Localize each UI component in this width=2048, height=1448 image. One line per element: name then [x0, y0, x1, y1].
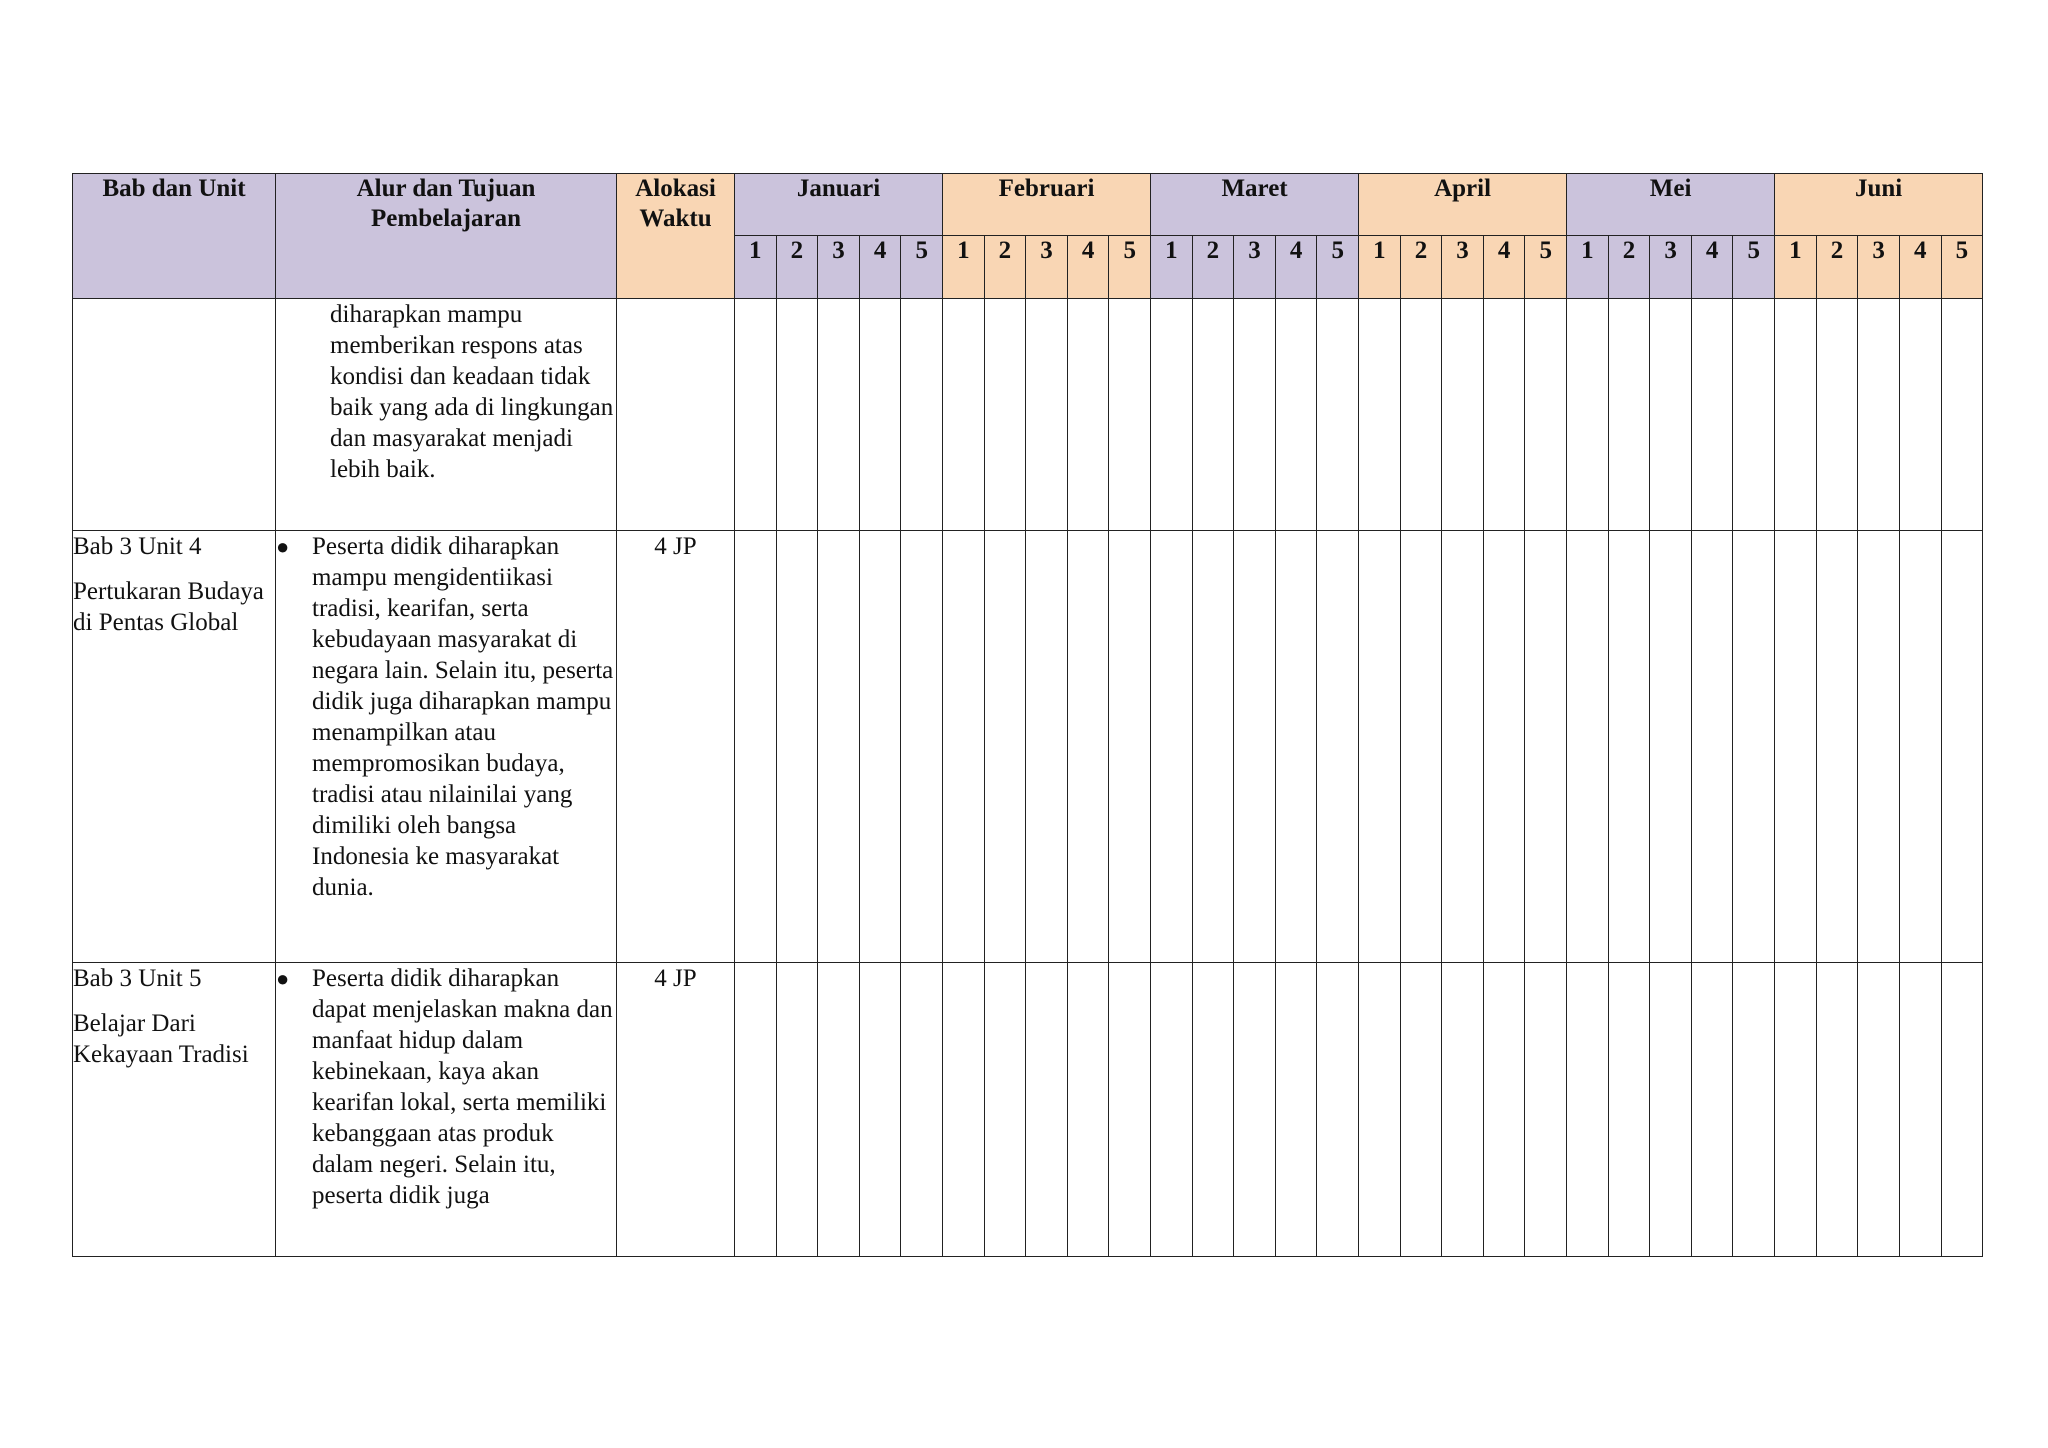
week-cell: [1816, 963, 1858, 1257]
week-cell: [1733, 531, 1775, 963]
week-cell: [1026, 531, 1068, 963]
week-cell: [1442, 963, 1484, 1257]
week-cell: [1650, 299, 1692, 531]
week-cell: [1650, 531, 1692, 963]
week-number: 4: [1691, 236, 1733, 299]
week-number: 2: [776, 236, 818, 299]
week-cell: [818, 531, 860, 963]
week-number: 5: [1941, 236, 1983, 299]
week-cell: [1858, 299, 1900, 531]
week-cell: [1151, 531, 1193, 963]
week-number: 3: [1026, 236, 1068, 299]
week-number: 5: [901, 236, 943, 299]
alokasi-cell: 4 JP: [617, 963, 735, 1257]
bab-cell: [73, 531, 276, 963]
week-cell: [1359, 299, 1401, 531]
alur-cell: [276, 299, 617, 531]
table-row: [73, 963, 1983, 1257]
week-cell: [1608, 299, 1650, 531]
week-cell: [1026, 299, 1068, 531]
week-number: 5: [1733, 236, 1775, 299]
week-cell: [1691, 531, 1733, 963]
week-cell: [1317, 299, 1359, 531]
week-cell: [1317, 963, 1359, 1257]
week-number: 2: [984, 236, 1026, 299]
week-number: 1: [1775, 236, 1817, 299]
alur-text: Peserta didik diharapkan dapat menjelaskan makna dan manfaat hidup dalam kebinekaan, kaya akan kearifan lokal, serta memiliki kebanggaan atas produk dalam negeri. Selain itu, peserta didik juga: [312, 965, 613, 1209]
week-cell: [1234, 963, 1276, 1257]
week-number: 1: [943, 236, 985, 299]
week-cell: [901, 963, 943, 1257]
week-cell: [901, 299, 943, 531]
week-cell: [1567, 963, 1609, 1257]
week-cell: [1026, 963, 1068, 1257]
week-cell: [1483, 299, 1525, 531]
week-number: 3: [1858, 236, 1900, 299]
week-number: 2: [1608, 236, 1650, 299]
week-cell: [818, 299, 860, 531]
week-cell: [1483, 531, 1525, 963]
alur-text: Peserta didik diharapkan mampu mengidentiikasi tradisi, kearifan, serta kebudayaan masyarakat di negara lain. Selain itu, peserta didik juga diharapkan mampu menampilkan atau mempromosikan budaya, tradisi atau nilainilai yang dimiliki oleh bangsa Indonesia ke masyarakat dunia.: [312, 533, 614, 901]
week-cell: [859, 299, 901, 531]
week-cell: [1317, 531, 1359, 963]
week-cell: [1733, 963, 1775, 1257]
week-cell: [1234, 299, 1276, 531]
week-number: 4: [1899, 236, 1941, 299]
bullet-icon: ●: [276, 534, 290, 559]
week-cell: [1733, 299, 1775, 531]
table-row: [73, 531, 1983, 963]
week-cell: [1151, 963, 1193, 1257]
week-cell: [984, 299, 1026, 531]
week-cell: [1858, 531, 1900, 963]
alokasi-cell: [617, 299, 735, 531]
week-cell: [1109, 963, 1151, 1257]
alur-cell: [276, 531, 617, 963]
week-cell: [1234, 531, 1276, 963]
week-number: 2: [1192, 236, 1234, 299]
week-number: 3: [1442, 236, 1484, 299]
week-cell: [1567, 531, 1609, 963]
week-cell: [1151, 299, 1193, 531]
month-header: Januari: [735, 174, 943, 236]
alur-item: [276, 531, 616, 903]
week-cell: [1109, 299, 1151, 531]
week-cell: [1442, 531, 1484, 963]
week-cell: [1192, 531, 1234, 963]
week-cell: [1442, 299, 1484, 531]
week-cell: [943, 963, 985, 1257]
week-cell: [818, 963, 860, 1257]
bab-cell: [73, 963, 276, 1257]
bab-cell: [73, 299, 276, 531]
week-cell: [735, 963, 777, 1257]
week-number: 2: [1816, 236, 1858, 299]
week-cell: [943, 531, 985, 963]
week-cell: [1608, 531, 1650, 963]
week-cell: [1192, 299, 1234, 531]
week-cell: [1775, 531, 1817, 963]
week-cell: [984, 963, 1026, 1257]
week-cell: [735, 531, 777, 963]
week-cell: [1359, 963, 1401, 1257]
week-cell: [1941, 299, 1983, 531]
week-number: 4: [859, 236, 901, 299]
week-cell: [1775, 299, 1817, 531]
week-number: 1: [735, 236, 777, 299]
bullet-icon: ●: [276, 966, 290, 991]
week-cell: [859, 531, 901, 963]
week-cell: [1816, 531, 1858, 963]
week-cell: [1608, 963, 1650, 1257]
bab-title: Bab 3 Unit 4: [73, 533, 202, 560]
month-header: Juni: [1775, 174, 1983, 236]
week-cell: [1525, 531, 1567, 963]
week-cell: [1775, 963, 1817, 1257]
week-cell: [1275, 531, 1317, 963]
schedule-table: [72, 173, 1983, 1257]
week-cell: [901, 531, 943, 963]
week-cell: [1483, 963, 1525, 1257]
table-row: [73, 299, 1983, 531]
header-alur: Alur dan Tujuan Pembelajaran: [276, 174, 617, 299]
month-header: Februari: [943, 174, 1151, 236]
week-cell: [1192, 963, 1234, 1257]
week-cell: [1109, 531, 1151, 963]
week-cell: [1899, 299, 1941, 531]
week-number: 5: [1109, 236, 1151, 299]
week-cell: [1816, 299, 1858, 531]
alur-text: diharapkan mampu memberikan respons atas kondisi dan keadaan tidak baik yang ada di lingkungan dan masyarakat menjadi lebih baik.: [330, 301, 614, 483]
week-cell: [1525, 963, 1567, 1257]
week-number: 4: [1275, 236, 1317, 299]
week-cell: [1067, 299, 1109, 531]
week-cell: [1400, 299, 1442, 531]
bab-subtitle: Belajar Dari Kekayaan Tradisi: [73, 1010, 249, 1068]
week-cell: [776, 299, 818, 531]
week-cell: [776, 963, 818, 1257]
month-header: Mei: [1567, 174, 1775, 236]
week-number: 3: [818, 236, 860, 299]
week-number: 4: [1067, 236, 1109, 299]
week-cell: [1650, 963, 1692, 1257]
week-cell: [1067, 963, 1109, 1257]
week-cell: [1567, 299, 1609, 531]
week-number: 2: [1400, 236, 1442, 299]
month-header: Maret: [1151, 174, 1359, 236]
alur-cell: [276, 963, 617, 1257]
week-cell: [1400, 963, 1442, 1257]
week-cell: [1275, 963, 1317, 1257]
week-cell: [1899, 531, 1941, 963]
header-alokasi: Alokasi Waktu: [617, 174, 735, 299]
week-cell: [984, 531, 1026, 963]
week-number: 4: [1483, 236, 1525, 299]
bab-title: Bab 3 Unit 5: [73, 965, 202, 992]
week-cell: [1899, 963, 1941, 1257]
week-cell: [1067, 531, 1109, 963]
week-cell: [735, 299, 777, 531]
week-number: 5: [1525, 236, 1567, 299]
week-number: 1: [1359, 236, 1401, 299]
week-number: 1: [1567, 236, 1609, 299]
week-number: 5: [1317, 236, 1359, 299]
week-cell: [943, 299, 985, 531]
alokasi-cell: 4 JP: [617, 531, 735, 963]
bab-subtitle: Pertukaran Budaya di Pentas Global: [73, 578, 264, 636]
week-cell: [1359, 531, 1401, 963]
week-cell: [1691, 963, 1733, 1257]
week-cell: [1941, 963, 1983, 1257]
month-header-row: [73, 174, 1983, 236]
week-cell: [776, 531, 818, 963]
week-cell: [859, 963, 901, 1257]
week-cell: [1525, 299, 1567, 531]
month-header: April: [1359, 174, 1567, 236]
alur-item: [276, 963, 616, 1211]
week-cell: [1858, 963, 1900, 1257]
week-cell: [1691, 299, 1733, 531]
week-cell: [1400, 531, 1442, 963]
week-number: 3: [1650, 236, 1692, 299]
header-bab: Bab dan Unit: [73, 174, 276, 299]
week-cell: [1941, 531, 1983, 963]
week-number: 3: [1234, 236, 1276, 299]
week-cell: [1275, 299, 1317, 531]
week-number: 1: [1151, 236, 1193, 299]
